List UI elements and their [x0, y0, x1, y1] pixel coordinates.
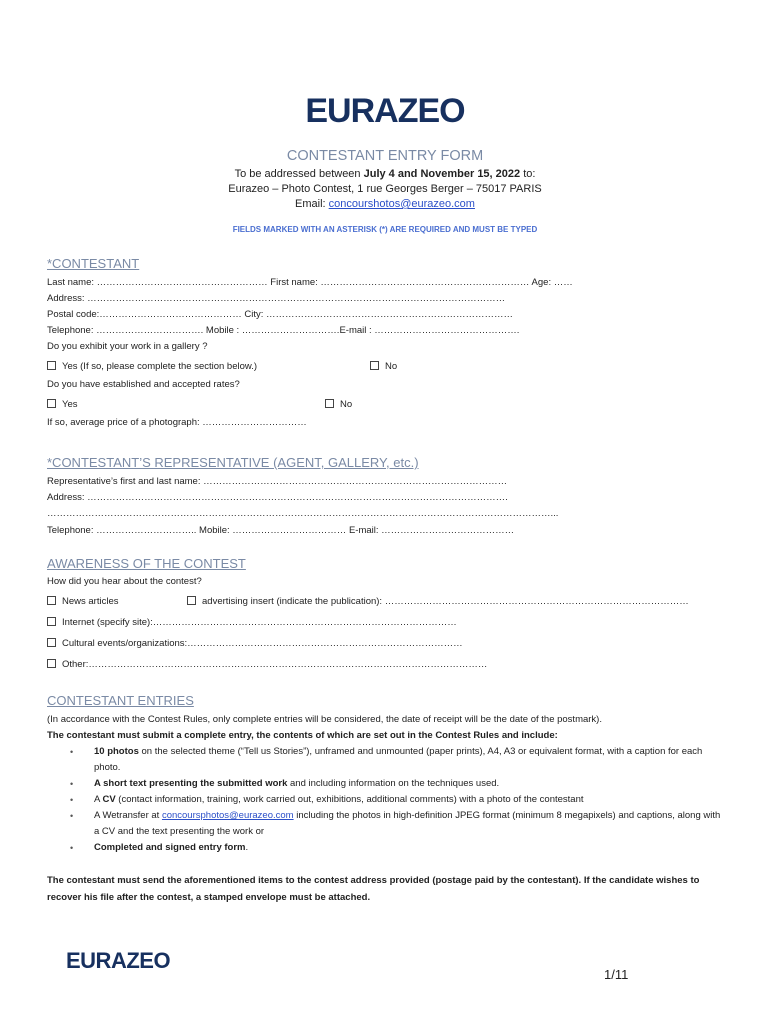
list-item-text: [94, 808, 726, 840]
internet-label: Internet (specify site):……………………………………………………………………………………: [62, 617, 457, 628]
bullet-pre: A Wetransfer at: [94, 810, 162, 821]
gallery-no-option[interactable]: [370, 361, 397, 372]
bullet-icon: •: [70, 795, 74, 805]
gallery-question: Do you exhibit your work in a gallery ?: [47, 341, 208, 352]
awareness-heading: AWARENESS OF THE CONTEST: [47, 556, 246, 571]
bullet-icon: •: [70, 779, 74, 789]
advertising-checkbox[interactable]: [187, 596, 196, 605]
bullet-rest: including the photos in high-definition JPEG format (minimum 8 megapixels) and captions, along with a CV and the text presenting the work or: [94, 810, 721, 837]
bullet-rest: and including information on the techniques used.: [287, 778, 500, 789]
bullet-rest: on the selected theme (“Tell us Stories”), unframed and unmounted (paper prints), A4, A3 or equivalent format, with a caption for each photo.: [94, 746, 703, 773]
address-intro: [0, 168, 770, 180]
postal-city-field-line[interactable]: Postal code:……………………………………… City: ……………………………………………………………………: [47, 309, 514, 320]
list-item-text: [94, 840, 726, 856]
news-articles-option[interactable]: [47, 596, 119, 607]
rep-name-field-line[interactable]: Representative’s first and last name: ……………………………………………………………………………………: [47, 476, 508, 487]
wetransfer-email-link[interactable]: concoursphotos@eurazeo.com: [161, 810, 294, 821]
gallery-no-label: No: [385, 361, 398, 372]
entries-requirement: The contestant must submit a complete entry, the contents of which are set out in the Contest Rules and include:: [47, 730, 558, 741]
bullet-rest: (contact information, training, work carried out, exhibitions, additional comments) with a photo of the contestant: [115, 794, 584, 805]
advertising-option[interactable]: [187, 596, 689, 607]
page-number: 1/11: [604, 967, 629, 982]
address-intro-post: to:: [520, 168, 536, 180]
address-intro-dates: July 4 and November 15, 2022: [363, 168, 521, 180]
eurazeo-logo: EURAZEO: [305, 92, 465, 130]
awareness-question: How did you hear about the contest?: [47, 576, 202, 587]
rates-no-label: No: [340, 399, 353, 410]
rates-no-option[interactable]: [325, 399, 352, 410]
gallery-yes-option[interactable]: [47, 361, 257, 372]
address-line: Eurazeo – Photo Contest, 1 rue Georges Berger – 75017 PARIS: [228, 183, 542, 195]
list-item-text: [94, 744, 726, 776]
bullet-pre: A: [94, 794, 103, 805]
list-item-text: [94, 776, 726, 792]
email-line: [0, 198, 770, 210]
bullet-rest: .: [245, 842, 249, 853]
list-item: [70, 808, 726, 840]
rates-yes-option[interactable]: [47, 399, 78, 410]
list-item-text: [94, 792, 726, 808]
entries-intro: (In accordance with the Contest Rules, only complete entries will be considered, the date of receipt will be the date of the postmark).: [47, 714, 602, 725]
bullet-icon: •: [70, 811, 74, 821]
rates-question: Do you have established and accepted rates?: [47, 379, 240, 390]
rates-yes-checkbox[interactable]: [47, 399, 56, 408]
email-label: Email:: [295, 198, 329, 210]
bullet-icon: •: [70, 843, 74, 853]
cultural-option[interactable]: [47, 638, 463, 649]
list-item: [70, 792, 726, 808]
rates-no-checkbox[interactable]: [325, 399, 334, 408]
internet-option[interactable]: [47, 617, 457, 628]
news-articles-checkbox[interactable]: [47, 596, 56, 605]
address-intro-pre: To be addressed between: [234, 168, 364, 180]
price-field-line[interactable]: If so, average price of a photograph: ……………………………: [47, 417, 307, 428]
rep-address-continuation[interactable]: ……………………………………………………………………………………………………………………………………………...: [47, 508, 559, 519]
internet-checkbox[interactable]: [47, 617, 56, 626]
final-instructions: The contestant must send the aforementioned items to the contest address provided (postage paid by the contestant). If the candidate wishes to recover his file after the contest, a stamped envelope must be attached.: [47, 875, 700, 903]
representative-heading: *CONTESTANT’S REPRESENTATIVE (AGENT, GALLERY, etc.): [47, 455, 419, 470]
other-checkbox[interactable]: [47, 659, 56, 668]
bullet-bold: A short text presenting the submitted work: [94, 778, 288, 789]
gallery-yes-checkbox[interactable]: [47, 361, 56, 370]
bullet-bold: CV: [102, 794, 116, 805]
list-item: [70, 744, 726, 776]
phone-field-line[interactable]: Telephone: ……………………………. Mobile : ………………………….E-mail : ……………………………………….: [47, 325, 520, 336]
footer-logo: EURAZEO: [66, 948, 171, 973]
news-articles-label: News articles: [62, 596, 119, 607]
rates-yes-label: Yes: [62, 399, 78, 410]
gallery-yes-label: Yes (If so, please complete the section below.): [62, 361, 258, 372]
list-item: [70, 776, 726, 792]
bullet-icon: •: [70, 747, 74, 757]
email-link[interactable]: concourshotos@eurazeo.com: [328, 198, 475, 210]
other-option[interactable]: [47, 659, 487, 670]
bullet-bold: Completed and signed entry form: [94, 842, 246, 853]
rep-phone-field-line[interactable]: Telephone: ………………………….. Mobile: ……………………………… E-mail: ……………………………………: [47, 525, 515, 536]
list-item: [70, 840, 726, 856]
contestant-heading: *CONTESTANT: [47, 256, 140, 271]
rep-address-field-line[interactable]: Address: …………………………………………………………………………………………………………………….: [47, 492, 508, 503]
cultural-checkbox[interactable]: [47, 638, 56, 647]
gallery-no-checkbox[interactable]: [370, 361, 379, 370]
entries-heading: CONTESTANT ENTRIES: [47, 693, 194, 708]
advertising-label: advertising insert (indicate the publication): ……………………………………………………………………………………: [202, 596, 689, 607]
bullet-bold: 10 photos: [94, 746, 139, 757]
name-field-line[interactable]: Last name: ……………………………………………… First name: ………………………………………………………… Age: ……: [47, 277, 573, 288]
other-label: Other:………………………………………………………………………………………………………………: [62, 659, 488, 670]
cultural-label: Cultural events/organizations:……………………………………………………………………………: [62, 638, 463, 649]
required-fields-notice: FIELDS MARKED WITH AN ASTERISK (*) ARE REQUIRED AND MUST BE TYPED: [232, 225, 538, 234]
address-field-line[interactable]: Address: ……………………………………………………………………………………………………………………: [47, 293, 506, 304]
page-title: CONTESTANT ENTRY FORM: [286, 148, 484, 164]
